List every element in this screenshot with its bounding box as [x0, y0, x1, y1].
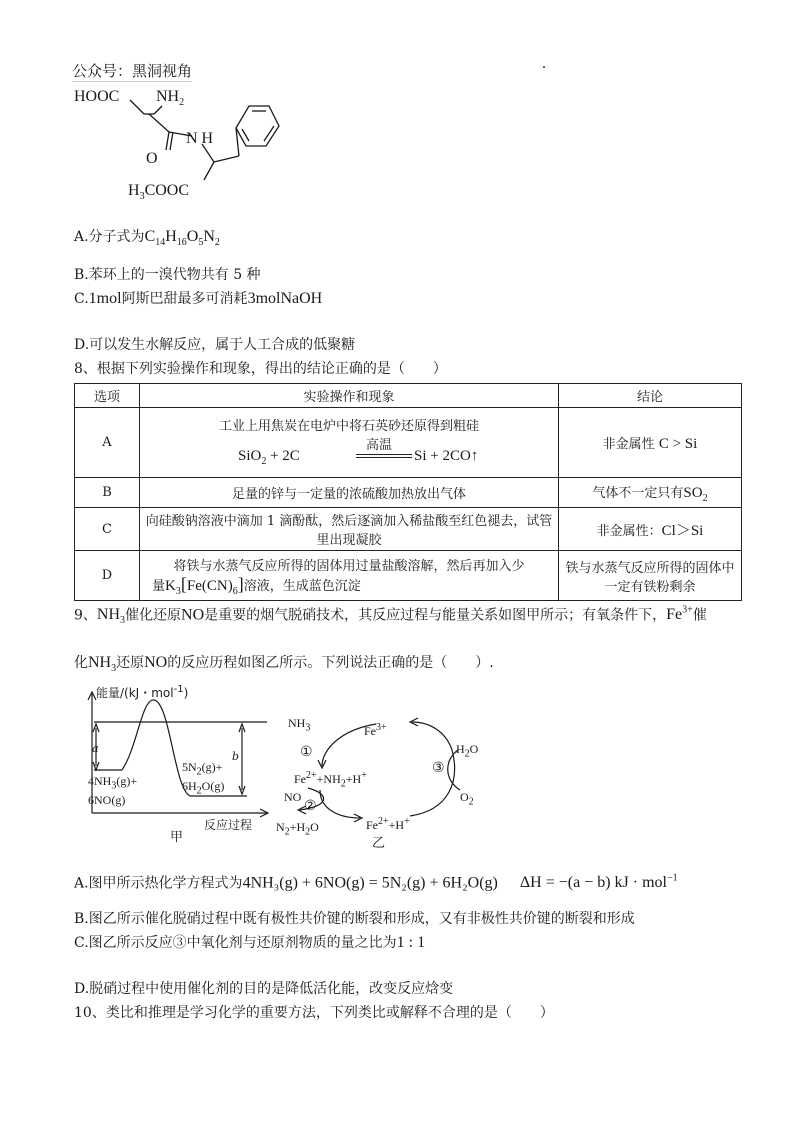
header-operation: 实验操作和现象: [140, 384, 559, 408]
q8-table: [74, 383, 742, 601]
figure-b-caption: 乙: [372, 836, 386, 851]
row-a-operation: 工业上用焦炭在电炉中将石英砂还原得到粗硅 SiO$_2$ + 2C 高温 Si + 2CO↑: [140, 408, 559, 478]
cycle-nh3: $NH_3$: [288, 716, 311, 734]
label-b: b: [232, 750, 240, 763]
row-c-operation: 向硅酸钠溶液中滴加 1 滴酚酞，然后逐滴加入稀盐酸至红色褪去，试管里出现凝胶: [140, 508, 559, 551]
table-row: [75, 551, 742, 601]
watermark-text: 公众号：黑洞视角: [72, 62, 193, 80]
row-a-option: A: [75, 408, 140, 478]
step-2: ②: [304, 798, 317, 814]
step-1: ①: [300, 744, 313, 760]
energy-axis-label: 能量/(kJ・mol$^{-1}$): [96, 684, 189, 700]
step-3: ③: [432, 760, 445, 776]
catalytic-cycle: [276, 710, 500, 851]
row-b-conclusion: 气体不一定只有$SO_2$: [559, 478, 742, 508]
nh-label: N H: [186, 130, 214, 147]
row-c-conclusion: 非金属性：Cl＞Si: [559, 508, 742, 551]
cycle-n2-h2o: $N_2+H_2O$: [276, 820, 319, 838]
aspartame-structure: [74, 84, 294, 204]
row-a-conclusion: 非金属性 C > Si: [559, 408, 742, 478]
table-row: [75, 478, 742, 508]
q9-stem-line2: 化$NH_3$还原NO的反应历程如图乙所示。下列说法正确的是（ ）.: [74, 654, 494, 675]
cycle-o2: $O_2$: [460, 790, 474, 808]
q9-option-b: B.图乙所示催化脱硝过程中既有极性共价键的断裂和形成，又有非极性共价键的断裂和形成: [74, 911, 635, 927]
row-d-operation: 将铁与水蒸气反应所得的固体用过量盐酸溶解，然后再加入少 量$K_3[Fe(CN)_6]$溶液，生成蓝色沉淀: [140, 551, 559, 601]
row-d-option: D: [75, 551, 140, 601]
row-d-conclusion: 铁与水蒸气反应所得的固体中一定有铁粉剩余: [559, 551, 742, 601]
formula-a: $C_{14}H_{16}O_5N_2$: [144, 228, 220, 249]
products-label: $5N_2(g)+$ $6H_2O(g)$: [182, 760, 225, 797]
row-b-option: B: [75, 478, 140, 508]
q9-option-a: A.图甲所示热化学方程式为4NH₃(g) + 6NO(g) = 5N₂(g) + 6H₂O(g) ΔH = −(a − b) kJ · mol$^{-1}$: [74, 873, 678, 892]
row-c-option: C: [75, 508, 140, 551]
figure-a-caption: 甲: [170, 830, 184, 845]
q9-option-c: C.图乙所示反应③中氧化剂与还原剂物质的量之比为1 : 1: [74, 934, 426, 951]
q7-option-c: C.1mol阿斯巴甜最多可消耗3molNaOH: [74, 290, 323, 307]
q7-option-a: A.分子式为$C_{14}H_{16}O_5N_2$: [74, 228, 220, 249]
q8-stem: 8、根据下列实验操作和现象，得出的结论正确的是（ ）: [74, 361, 447, 377]
x-axis-label: 反应过程: [204, 818, 253, 832]
q9-stem-line1: 9、$NH_3$催化还原NO是重要的烟气脱硝技术，其反应过程与能量关系如图甲所示；有氧条件下，$Fe^{3+}$催: [74, 605, 707, 627]
table-header-row: [75, 384, 742, 408]
table-row: [75, 408, 742, 478]
table-row: [75, 508, 742, 551]
q7-option-b: B.苯环上的一溴代物共有 5 种: [74, 267, 261, 283]
row-b-operation: 足量的锌与一定量的浓硫酸加热放出气体: [140, 478, 559, 508]
carbonyl-o-label: O: [146, 150, 158, 167]
energy-diagram: [82, 684, 272, 845]
header-conclusion: 结论: [559, 384, 742, 408]
q9-option-d: D.脱硝过程中使用催化剂的目的是降低活化能，改变反应焓变: [74, 981, 454, 997]
cycle-fe2: $Fe^{2+}+H^+$: [366, 816, 410, 832]
hooc-label: HOOC: [74, 88, 120, 105]
header-option: 选项: [75, 384, 140, 408]
cycle-fe3: $Fe^{3+}$: [364, 722, 387, 738]
reactants-label: $4NH_3(g)+$ 6NO(g): [88, 774, 138, 808]
label-a: a: [92, 742, 99, 755]
cycle-intermediate: $Fe^{2+}+NH_2+H^+$: [294, 770, 367, 790]
q7-option-d: D.可以发生水解反应，属于人工合成的低聚糖: [74, 337, 356, 353]
row-a-equation: SiO$_2$ + 2C 高温 Si + 2CO↑: [238, 438, 479, 467]
nh2-label: $NH_2$: [156, 88, 185, 109]
q10-stem: 10、类比和推理是学习化学的重要方法，下列类比或解释不合理的是（ ）: [74, 1005, 554, 1021]
ester-label: $H_3COOC$: [128, 182, 190, 203]
cycle-no: NO: [284, 790, 302, 804]
corner-dot: [543, 66, 545, 68]
cycle-h2o: $H_2O$: [456, 742, 479, 760]
